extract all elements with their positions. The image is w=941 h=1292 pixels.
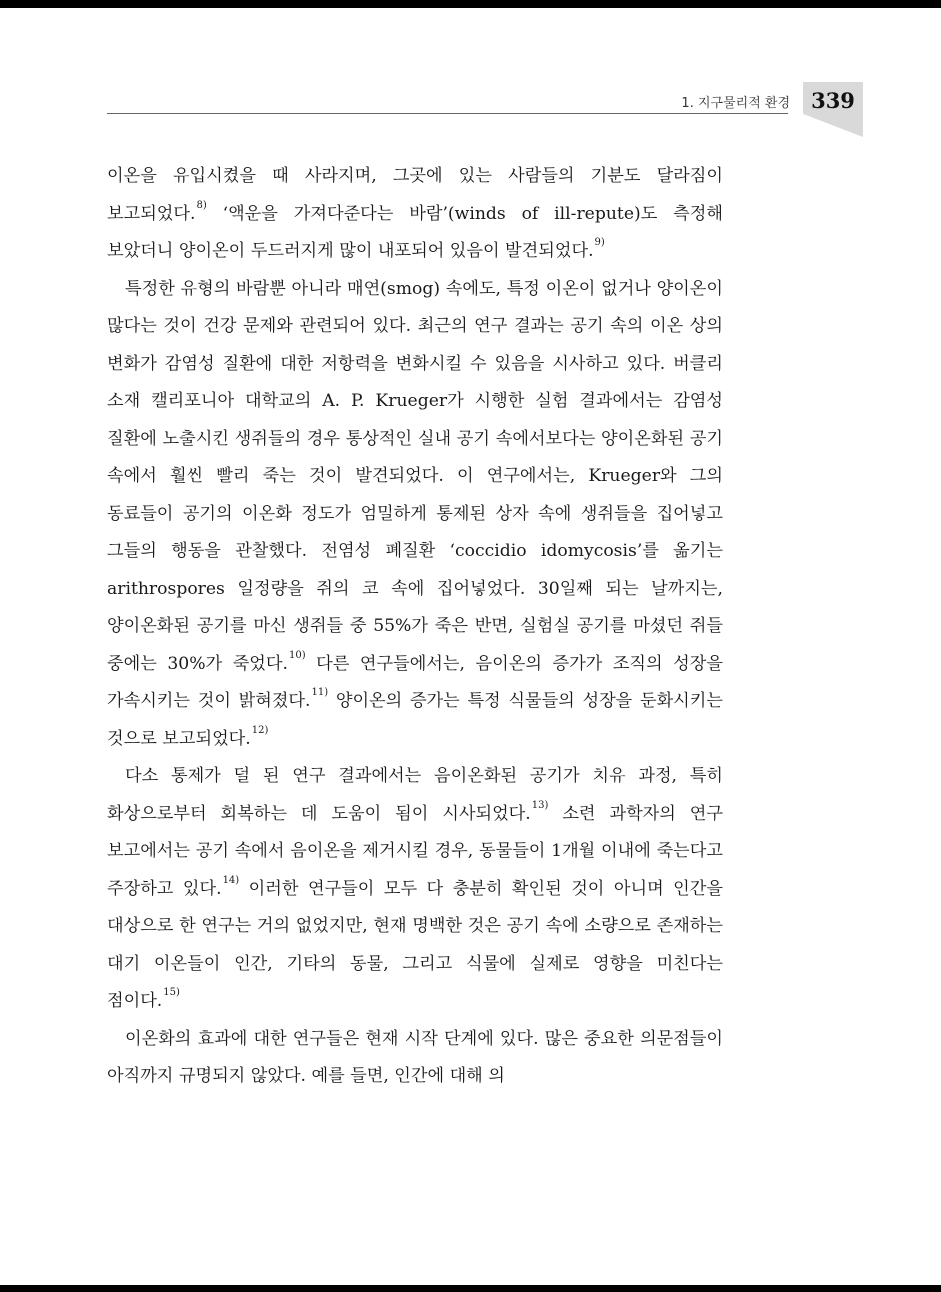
text-run: 특정한 유형의 바람뿐 아니라 매연(smog) 속에도, 특정 이온이 없거나 양이온이 많다는 것이 건강 문제와 관련되어 있다. 최근의 연구 결과는 공기 속의 이온 상의 변화가 감염성 질환에 대한 저항력을 변화시킬 수 있음을 시사하고 있다. 버클리 소재 캘리포니아 대학교의 A. P. Krueger가 시행한 실험 결과에서는 감염성 질환에 노출시킨 생쥐들의 경우 통상적인 실내 공기 속에서보다는 양이온화된 공기 속에서 훨씬 빨리 죽는 것이 발견되었다. 이 연구에서는, Krueger와 그의 동료들이 공기의 이온화 정도가 엄밀하게 통제된 상자 속에 생쥐들을 집어넣고 그들의 행동을 관찰했다. 전염성 폐질환 ‘coccidio idomycosis’를 옮기는 arithrospores 일정량을 쥐의 코 속에 집어넣었다. 30일째 되는 날까지는, 양이온화된 공기를 마신 생쥐들 중 55%가 죽은 반면, 실험실 공기를 마셨던 쥐들 중에는 30%가 죽었다. (107, 278, 723, 674)
running-head: 1. 지구물리적 환경 (681, 96, 790, 111)
footnote-ref: 14) (222, 874, 240, 886)
text-run: 이온을 유입시켰을 때 사라지며, 그곳에 있는 사람들의 기분도 달라짐이 보고되었다. (107, 166, 723, 224)
paragraph (107, 271, 723, 759)
page-number: 339 (811, 88, 855, 113)
body-text (107, 158, 723, 1096)
text-run: 이온화의 효과에 대한 연구들은 현재 시작 단계에 있다. 많은 중요한 의문점들이 아직까지 규명되지 않았다. 예를 들면, 인간에 대해 의 (107, 1028, 723, 1086)
text-run: 양이온의 증가는 특정 식물들의 성장을 둔화시키는 것으로 보고되었다. (107, 691, 723, 749)
text-run: 다소 통제가 덜 된 연구 결과에서는 음이온화된 공기가 치유 과정, 특히 화상으로부터 회복하는 데 도움이 됨이 시사되었다. (107, 766, 723, 824)
text-run: 소련 과학자의 연구 보고에서는 공기 속에서 음이온을 제거시킬 경우, 동물들이 1개월 이내에 죽는다고 주장하고 있다. (107, 803, 724, 899)
header-rule (107, 113, 788, 114)
top-border-bar (0, 0, 941, 8)
text-run: 이러한 연구들이 모두 다 충분히 확인된 것이 아니며 인간을 대상으로 한 연구는 거의 없었지만, 현재 명백한 것은 공기 속에 소량으로 존재하는 대기 이온들이 인간, 기타의 동물, 그리고 식물에 실제로 영향을 미친다는 점이다. (107, 878, 723, 1011)
paragraph (107, 158, 723, 271)
paragraph (107, 758, 723, 1021)
footnote-ref: 9) (594, 237, 605, 249)
text-run: 다른 연구들에서는, 음이온의 증가가 조직의 성장을 가속시키는 것이 밝혀졌다. (107, 653, 723, 711)
footnote-ref: 15) (163, 987, 180, 999)
text-run: ‘액운을 가져다준다는 바람’(winds of ill-repute)도 측정해 보았더니 양이온이 두드러지게 많이 내포되어 있음이 발견되었다. (107, 203, 723, 261)
footnote-ref: 11) (311, 687, 329, 699)
footnote-ref: 12) (251, 724, 269, 736)
paragraph (107, 1021, 723, 1096)
footnote-ref: 13) (531, 799, 549, 811)
footnote-ref: 10) (288, 649, 306, 661)
bottom-border-bar (0, 1285, 941, 1292)
footnote-ref: 8) (196, 199, 207, 211)
